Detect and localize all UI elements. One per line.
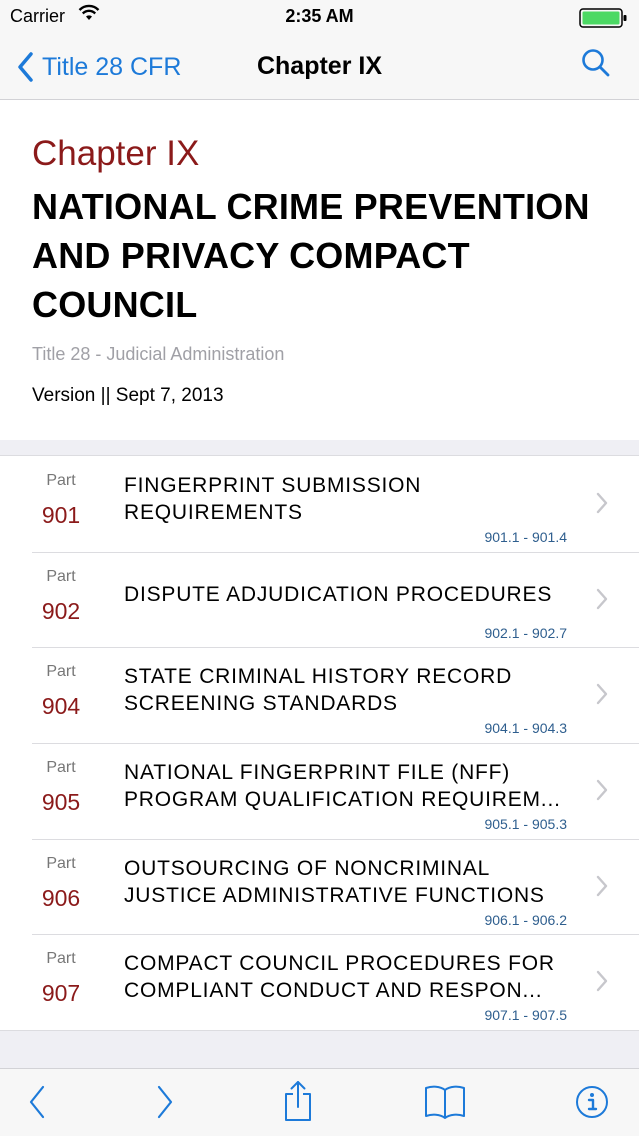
chapter-label: Chapter IX: [32, 134, 200, 173]
part-title-text: FINGERPRINT SUBMISSION REQUIREMENTS: [124, 474, 422, 524]
part-title-text: NATIONAL FINGERPRINT FILE (NFF) PROGRAM QUALIFICATION REQUIREM...: [124, 761, 561, 812]
forward-arrow-icon: [154, 1083, 176, 1121]
chevron-right-icon: [596, 875, 608, 897]
chevron-left-icon: [16, 51, 34, 83]
bookmarks-button[interactable]: [424, 1084, 466, 1125]
part-section-range: 902.1 - 902.7: [484, 624, 567, 641]
parts-list: [0, 455, 639, 1031]
search-icon: [581, 48, 611, 78]
part-row-905[interactable]: [0, 743, 639, 839]
chevron-right-icon: [596, 779, 608, 801]
forward-arrow-button[interactable]: [154, 1083, 176, 1126]
chevron-right-icon: [596, 970, 608, 992]
part-title-text: STATE CRIMINAL HISTORY RECORD SCREENING STANDARDS: [124, 665, 513, 716]
part-row-904[interactable]: [0, 647, 639, 743]
back-button[interactable]: [16, 50, 181, 84]
back-arrow-icon: [26, 1083, 48, 1121]
chevron-right-icon: [596, 683, 608, 705]
part-label: Part: [46, 759, 76, 777]
part-section-range: 905.1 - 905.3: [484, 816, 567, 833]
clock: 2:35 AM: [285, 6, 354, 26]
battery-icon: [579, 8, 629, 33]
search-button[interactable]: [581, 48, 611, 83]
part-title-text: COMPACT COUNCIL PROCEDURES FOR COMPLIANT CONDUCT AND RESPON...: [124, 952, 555, 1003]
part-row-907[interactable]: [0, 934, 639, 1030]
part-section-range: 901.1 - 901.4: [484, 529, 567, 545]
part-section-range: 904.1 - 904.3: [484, 720, 567, 737]
part-number: 902: [41, 597, 81, 624]
share-button[interactable]: [282, 1079, 314, 1128]
part-number: 905: [41, 789, 81, 816]
part-number: 901: [41, 502, 81, 528]
info-icon: [575, 1085, 609, 1119]
part-number: 907: [41, 980, 81, 1007]
book-icon: [424, 1084, 466, 1120]
part-label: Part: [46, 950, 76, 968]
part-label: Part: [46, 567, 76, 585]
bottom-toolbar: [0, 1068, 639, 1136]
carrier-label: Carrier: [10, 6, 66, 26]
title-reference: Title 28 - Judicial Administration: [32, 344, 285, 364]
info-button[interactable]: [575, 1085, 609, 1124]
version-label: Version || Sept 7, 2013: [32, 385, 224, 406]
part-label: Part: [46, 472, 76, 489]
chapter-header: [0, 100, 639, 440]
chapter-name: NATIONAL CRIME PREVENTION AND PRIVACY COMPACT COUNCIL: [32, 186, 590, 325]
part-row-901[interactable]: [0, 456, 639, 552]
part-number: 904: [41, 693, 81, 720]
part-section-range: 906.1 - 906.2: [484, 911, 567, 928]
part-title-text: DISPUTE ADJUDICATION PROCEDURES: [124, 583, 553, 607]
chevron-right-icon: [596, 492, 608, 514]
share-icon: [282, 1079, 314, 1123]
part-number: 906: [41, 884, 81, 911]
part-label: Part: [46, 854, 76, 872]
part-row-902[interactable]: [0, 552, 639, 648]
part-row-906[interactable]: [0, 839, 639, 935]
back-button-label: Title 28 CFR: [42, 52, 182, 81]
page-title: Chapter IX: [256, 52, 383, 80]
navigation-bar: [0, 34, 639, 100]
part-section-range: 907.1 - 907.5: [484, 1007, 567, 1024]
part-title-text: OUTSOURCING OF NONCRIMINAL JUSTICE ADMINISTRATIVE FUNCTIONS: [124, 856, 545, 907]
back-arrow-button[interactable]: [26, 1083, 48, 1126]
status-bar: [0, 0, 639, 34]
chevron-right-icon: [596, 588, 608, 610]
part-label: Part: [46, 663, 76, 681]
